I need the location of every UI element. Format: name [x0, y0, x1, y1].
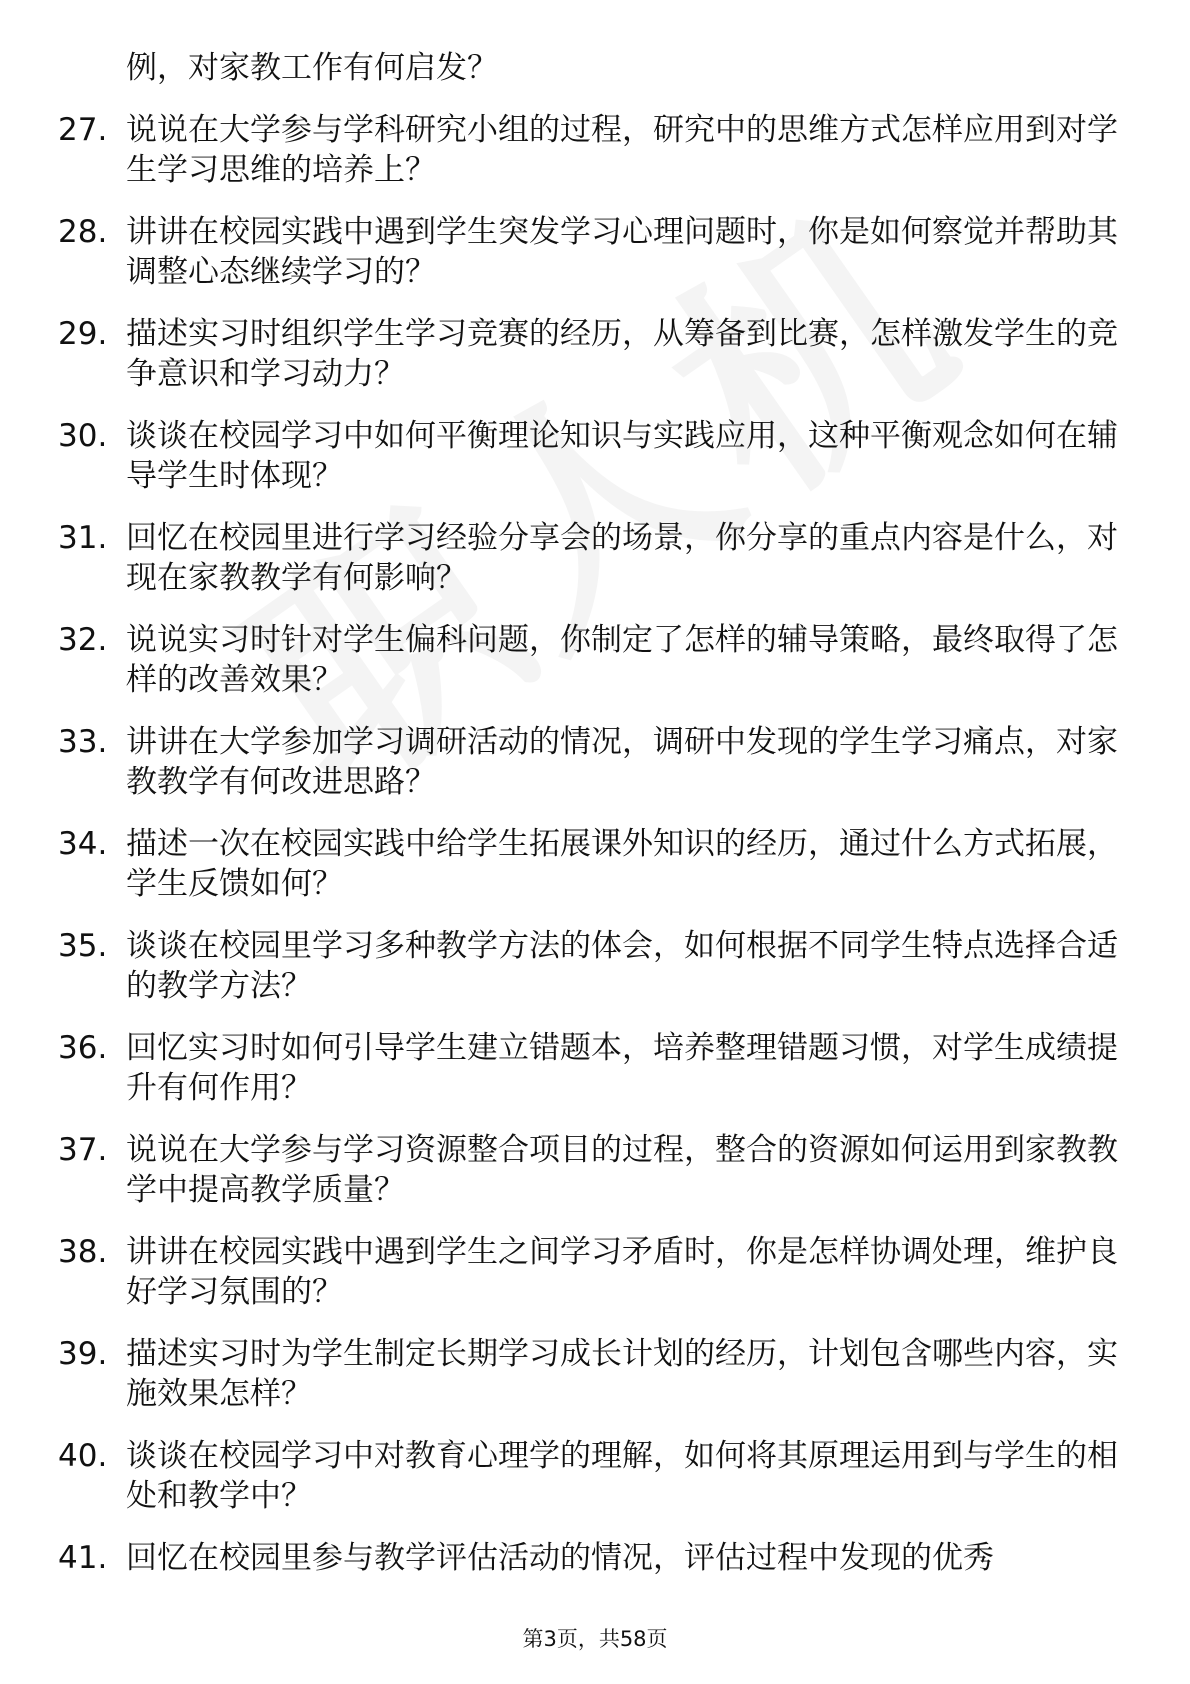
question-item [58, 518, 1118, 598]
question-number: 40. [58, 1438, 108, 1474]
question-text: 描述一次在校园实践中给学生拓展课外知识的经历，通过什么方式拓展，学生反馈如何？ [126, 826, 1118, 902]
question-item [58, 620, 1118, 700]
question-number: 36. [58, 1030, 108, 1066]
question-text: 谈谈在校园里学习多种教学方法的体会，如何根据不同学生特点选择合适的教学方法？ [126, 928, 1118, 1004]
question-number: 29. [58, 316, 108, 352]
question-text: 讲讲在大学参加学习调研活动的情况，调研中发现的学生学习痛点，对家教教学有何改进思路？ [126, 724, 1118, 800]
question-item [58, 1130, 1118, 1210]
question-item [58, 1334, 1118, 1414]
question-number: 32. [58, 622, 108, 658]
question-text: 回忆在校园里参与教学评估活动的情况，评估过程中发现的优秀 [126, 1540, 994, 1576]
question-number: 41. [58, 1540, 108, 1576]
question-list [58, 48, 1118, 1600]
question-text: 描述实习时组织学生学习竞赛的经历，从筹备到比赛，怎样激发学生的竞争意识和学习动力？ [126, 316, 1118, 392]
question-text: 谈谈在校园学习中对教育心理学的理解，如何将其原理运用到与学生的相处和教学中？ [126, 1438, 1118, 1514]
question-item [58, 416, 1118, 496]
question-text: 讲讲在校园实践中遇到学生之间学习矛盾时，你是怎样协调处理，维护良好学习氛围的？ [126, 1234, 1118, 1310]
question-item [58, 212, 1118, 292]
question-text: 讲讲在校园实践中遇到学生突发学习心理问题时，你是如何察觉并帮助其调整心态继续学习的？ [126, 214, 1118, 290]
question-item [58, 824, 1118, 904]
question-number: 38. [58, 1234, 108, 1270]
question-number: 28. [58, 214, 108, 250]
question-number: 30. [58, 418, 108, 454]
question-text: 说说在大学参与学习资源整合项目的过程，整合的资源如何运用到家教教学中提高教学质量？ [126, 1132, 1118, 1208]
question-item [58, 1028, 1118, 1108]
question-text: 说说在大学参与学科研究小组的过程，研究中的思维方式怎样应用到对学生学习思维的培养上？ [126, 112, 1118, 188]
question-item [58, 110, 1118, 190]
question-item [58, 1436, 1118, 1516]
continued-question-text: 例，对家教工作有何启发？ [126, 50, 498, 86]
question-number: 33. [58, 724, 108, 760]
question-number: 37. [58, 1132, 108, 1168]
question-text: 回忆实习时如何引导学生建立错题本，培养整理错题习惯，对学生成绩提升有何作用？ [126, 1030, 1118, 1106]
page-number-footer: 第3页，共58页 [522, 1627, 668, 1651]
question-number: 35. [58, 928, 108, 964]
question-number: 39. [58, 1336, 108, 1372]
continued-question [58, 48, 1118, 88]
question-number: 34. [58, 826, 108, 862]
question-text: 谈谈在校园学习中如何平衡理论知识与实践应用，这种平衡观念如何在辅导学生时体现？ [126, 418, 1118, 494]
question-text: 描述实习时为学生制定长期学习成长计划的经历，计划包含哪些内容，实施效果怎样？ [126, 1336, 1118, 1412]
question-item [58, 926, 1118, 1006]
question-number: 27. [58, 112, 108, 148]
question-text: 说说实习时针对学生偏科问题，你制定了怎样的辅导策略，最终取得了怎样的改善效果？ [126, 622, 1118, 698]
question-item [58, 314, 1118, 394]
question-item [58, 1232, 1118, 1312]
question-number: 31. [58, 520, 108, 556]
question-text: 回忆在校园里进行学习经验分享会的场景，你分享的重点内容是什么，对现在家教教学有何影响？ [126, 520, 1118, 596]
question-item [58, 722, 1118, 802]
question-item [58, 1538, 1118, 1578]
